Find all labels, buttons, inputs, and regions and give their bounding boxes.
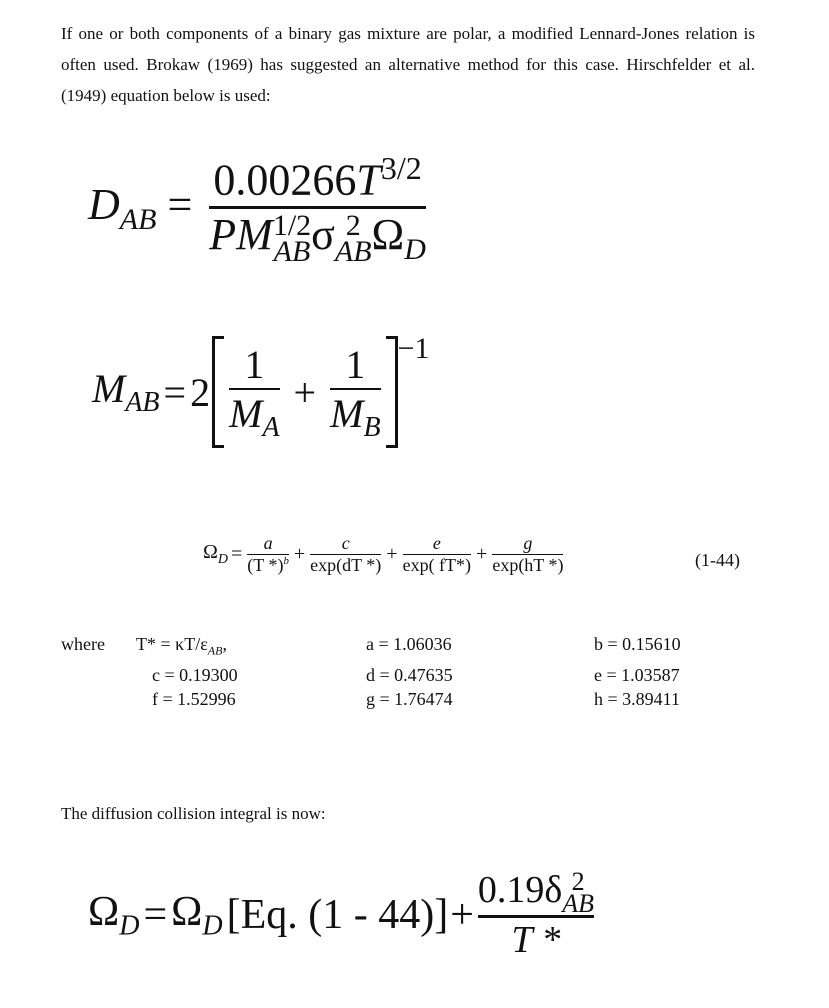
constant-f: f = 1.52996 — [152, 689, 236, 709]
eq1-lhs-sub: AB — [119, 203, 157, 237]
intro-paragraph: If one or both components of a binary gas mixture are polar, a modified Lennard-Jones relation is often used. Brokaw (1969) has suggested an alternative method for this case. Hirschfelder et al. (1949) equation below is used: — [61, 24, 755, 105]
constant-g: g = 1.76474 — [366, 689, 453, 709]
eq2-outer-exponent: −1 — [397, 332, 430, 365]
equation-label-1-44: (1-44) — [695, 550, 740, 570]
eq1-fraction — [209, 150, 426, 266]
constant-e: e = 1.03587 — [594, 665, 680, 685]
tstar-definition: $T* = \kappa T/\varepsilon_{AB}$, — [136, 634, 227, 658]
eq2-lhs: M — [92, 366, 126, 411]
eq1-numerator: $0.00266T^{3/2}$ — [213, 150, 422, 205]
eq2-equals: = — [163, 369, 187, 415]
eq4-bracket-term: [Eq. (1 - 44)] — [226, 892, 449, 939]
equation-diffusivity — [88, 150, 426, 266]
equation-collision-integral: $\Omega_D$ = $\frac{a}{(T *)^b}$ + $\frac{c}{\exp(dT *)}$ + $\frac{e}{\exp( fT*)}$ + $\frac{g}{\exp(hT *)}$ — [203, 533, 564, 575]
eq1-equals: = — [167, 180, 193, 230]
where-label: where — [61, 634, 105, 654]
constant-h: h = 3.89411 — [594, 689, 680, 709]
collision-integral-text: The diffusion collision integral is now: — [61, 804, 326, 823]
constant-c: c = 0.19300 — [152, 665, 238, 685]
eq2-coef: 2 — [190, 369, 211, 415]
equation-reduced-mass: $M_{AB}$ = 2 $\frac{1}{M_A}$ + $\frac{1}{M_B}$ −1 — [92, 336, 429, 448]
constant-d: d = 0.47635 — [366, 665, 453, 685]
equation-corrected-collision-integral: $\Omega_D$ = $\Omega_D$ [Eq. (1 - 44)] + 0.19δ 2 AB T * — [88, 867, 595, 962]
eq2-bracket: $\frac{1}{M_A}$ + $\frac{1}{M_B}$ — [212, 336, 397, 448]
constant-b: b = 0.15610 — [594, 634, 681, 654]
eq1-denominator: PM 1/2 AB σ 2 AB $\Omega_D$ — [209, 209, 426, 268]
constant-a: a = 1.06036 — [366, 634, 452, 654]
eq1-lhs: D — [88, 180, 120, 230]
